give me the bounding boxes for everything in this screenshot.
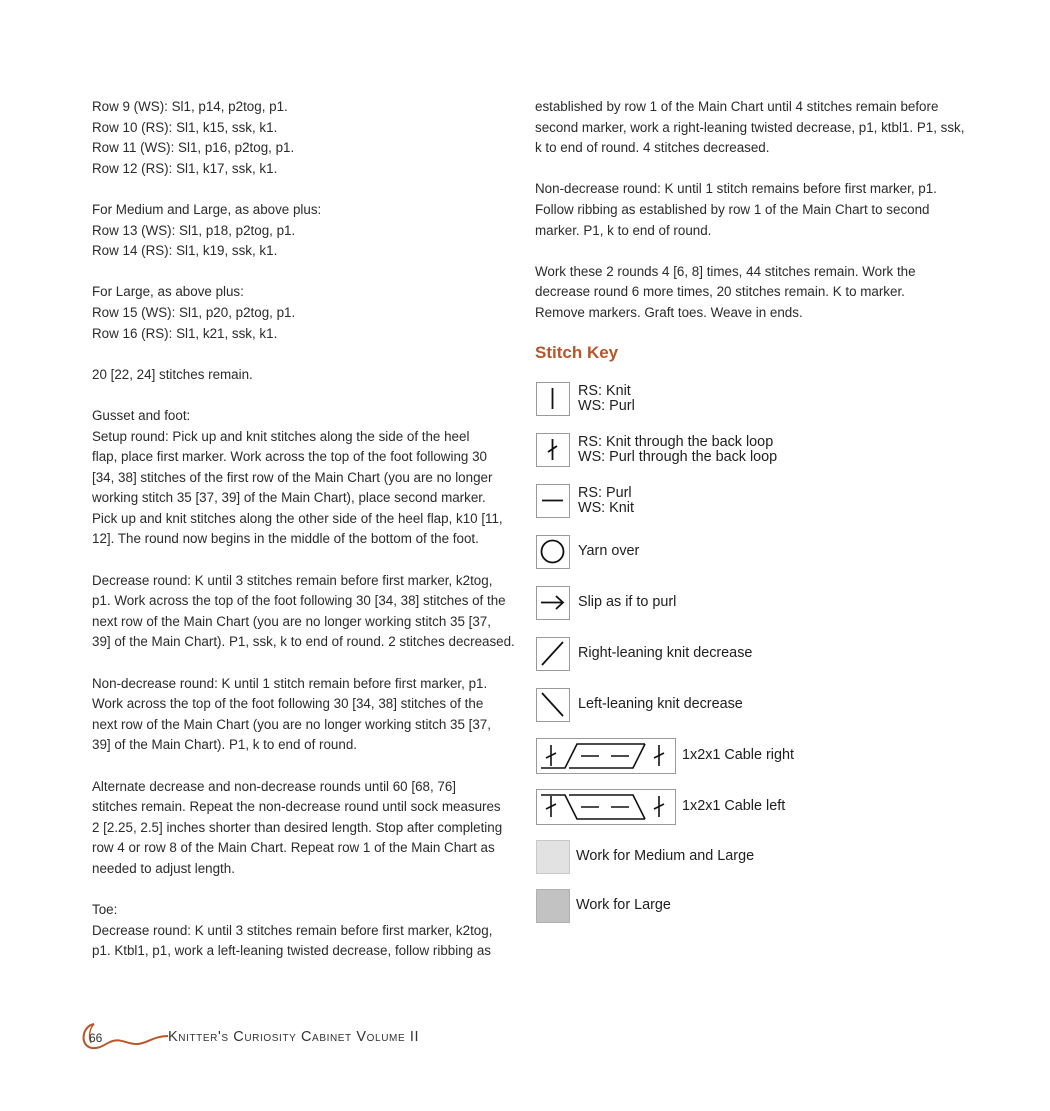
key-label: Right-leaning knit decrease: [578, 645, 753, 662]
text-line: established by row 1 of the Main Chart until 4 stitches remain before: [535, 99, 939, 114]
paragraph: [92, 282, 522, 344]
light-gray-square: [536, 840, 570, 874]
twisted-stitch-icon: [536, 433, 570, 467]
text-line: Work across the top of the foot following 30 [34, 38] stitches of the: [92, 696, 484, 712]
page-footer: [80, 1018, 480, 1058]
text-line: Follow ribbing as established by row 1 of the Main Chart to second: [535, 201, 930, 217]
text-line: 20 [22, 24] stitches remain.: [92, 366, 253, 382]
text-line: p1. Ktbl1, p1, work a left-leaning twisted decrease, follow ribbing as: [92, 943, 491, 959]
paragraph: [535, 97, 975, 159]
key-item-large: [536, 889, 671, 923]
text-line: Row 13 (WS): Sl1, p18, p2tog, p1.: [92, 222, 296, 238]
cable-left-icon: [536, 789, 676, 825]
text-line: 12]. The round now begins in the middle of the bottom of the foot.: [92, 531, 479, 547]
key-label: 1x2x1 Cable right: [682, 747, 794, 764]
key-item-right-decrease: [536, 637, 752, 671]
text-line: marker. P1, k to end of round.: [535, 222, 712, 238]
paragraph: [535, 262, 975, 324]
left-column: [92, 97, 522, 983]
text-line: For Large, as above plus:: [92, 284, 244, 300]
text-line: Remove markers. Graft toes. Weave in ends.: [535, 304, 803, 320]
key-label: Work for Large: [576, 897, 671, 914]
text-line: row 4 or row 8 of the Main Chart. Repeat row 1 of the Main Chart as: [92, 840, 495, 856]
circle-icon: [536, 535, 570, 569]
text-line: 2 [2.25, 2.5] inches shorter than desired length. Stop after completing: [92, 819, 503, 835]
key-label: RS: Purl WS: Knit: [578, 484, 634, 516]
text-line: Work these 2 rounds 4 [6, 8] times, 44 stitches remain. Work the: [535, 263, 916, 279]
text-line: Non-decrease round: K until 1 stitch remain before first marker, p1.: [92, 675, 488, 691]
stitch-key-title: Stitch Key: [535, 343, 619, 362]
text-line: working stitch 35 [37, 39] of the Main Chart), place second marker.: [92, 490, 486, 506]
text-line: flap, place first marker. Work across the top of the foot following 30: [92, 449, 487, 465]
text-line: Decrease round: K until 3 stitches remain before first marker, k2tog,: [92, 572, 493, 588]
text-line: 39] of the Main Chart). P1, ssk, k to end of round. 2 stitches decreased.: [92, 634, 515, 650]
text-line: Pick up and knit stitches along the other side of the heel flap, k10 [11,: [92, 510, 503, 526]
text-line: next row of the Main Chart (you are no longer working stitch 35 [37,: [92, 613, 491, 629]
text-line: needed to adjust length.: [92, 860, 235, 876]
text-line: Alternate decrease and non-decrease rounds until 60 [68, 76]: [92, 778, 457, 794]
paragraph: [535, 179, 975, 241]
key-label: 1x2x1 Cable left: [682, 798, 786, 815]
text-line: For Medium and Large, as above plus:: [92, 201, 322, 217]
text-line: k to end of round. 4 stitches decreased.: [535, 140, 770, 156]
text-line: Row 9 (WS): Sl1, p14, p2tog, p1.: [92, 99, 288, 114]
key-item-cable-right: [536, 738, 794, 774]
paragraph: [92, 571, 522, 653]
paragraph: [92, 406, 522, 550]
key-item-slip: [536, 586, 676, 620]
key-item-left-decrease: [536, 688, 743, 722]
text-line: Row 11 (WS): Sl1, p16, p2tog, p1.: [92, 140, 295, 156]
right-column: [535, 97, 975, 344]
left-slash-icon: [536, 688, 570, 722]
text-line: p1. Work across the top of the foot following 30 [34, 38] stitches of the: [92, 593, 506, 609]
key-item-purl: [536, 484, 634, 518]
key-item-yarn-over: [536, 535, 639, 569]
horizontal-dash-icon: [536, 484, 570, 518]
key-label: Work for Medium and Large: [576, 848, 755, 865]
paragraph: [92, 777, 522, 880]
text-line: Row 10 (RS): Sl1, k15, ssk, k1.: [92, 119, 278, 135]
key-label: Slip as if to purl: [578, 594, 677, 611]
cable-right-icon: [536, 738, 676, 774]
key-label: RS: Knit through the back loop WS: Purl through the back loop: [578, 433, 778, 465]
paragraph: [92, 365, 522, 386]
text-line: Row 16 (RS): Sl1, k21, ssk, k1.: [92, 325, 278, 341]
text-line: stitches remain. Repeat the non-decrease round until sock measures: [92, 799, 501, 815]
paragraph: [92, 900, 522, 962]
dark-gray-square: [536, 889, 570, 923]
key-item-knit: [536, 382, 635, 416]
text-line: [34, 38] stitches of the first row of the Main Chart (you are no longer: [92, 469, 493, 485]
key-item-cable-left: [536, 789, 785, 825]
paragraph: [92, 200, 522, 262]
page-number: 66: [89, 1031, 103, 1045]
key-label: Left-leaning knit decrease: [578, 696, 743, 713]
book-title: Knitter's Curiosity Cabinet Volume II: [168, 1029, 420, 1045]
key-item-medium-large: [536, 840, 754, 874]
text-line: 39] of the Main Chart). P1, k to end of round.: [92, 737, 357, 753]
right-slash-icon: [536, 637, 570, 671]
key-label: Yarn over: [578, 543, 640, 560]
text-line: Toe:: [92, 902, 118, 918]
text-line: next row of the Main Chart (you are no longer working stitch 35 [37,: [92, 716, 491, 732]
text-line: Setup round: Pick up and knit stitches along the side of the heel: [92, 428, 470, 444]
text-line: Gusset and foot:: [92, 407, 191, 423]
text-line: Row 14 (RS): Sl1, k19, ssk, k1.: [92, 243, 278, 259]
paragraph: [92, 674, 522, 756]
text-line: Non-decrease round: K until 1 stitch remains before first marker, p1.: [535, 181, 937, 197]
text-line: Row 15 (WS): Sl1, p20, p2tog, p1.: [92, 304, 296, 320]
text-line: Row 12 (RS): Sl1, k17, ssk, k1.: [92, 160, 278, 176]
vertical-line-icon: [536, 382, 570, 416]
text-line: second marker, work a right-leaning twisted decrease, p1, ktbl1. P1, ssk,: [535, 119, 965, 135]
text-line: decrease round 6 more times, 20 stitches remain. K to marker.: [535, 284, 905, 300]
key-label: RS: Knit WS: Purl: [578, 382, 635, 414]
right-arrow-icon: [536, 586, 570, 620]
paragraph: [92, 97, 522, 179]
text-line: Decrease round: K until 3 stitches remain before first marker, k2tog,: [92, 922, 493, 938]
key-item-knit-tbl: [536, 433, 777, 467]
